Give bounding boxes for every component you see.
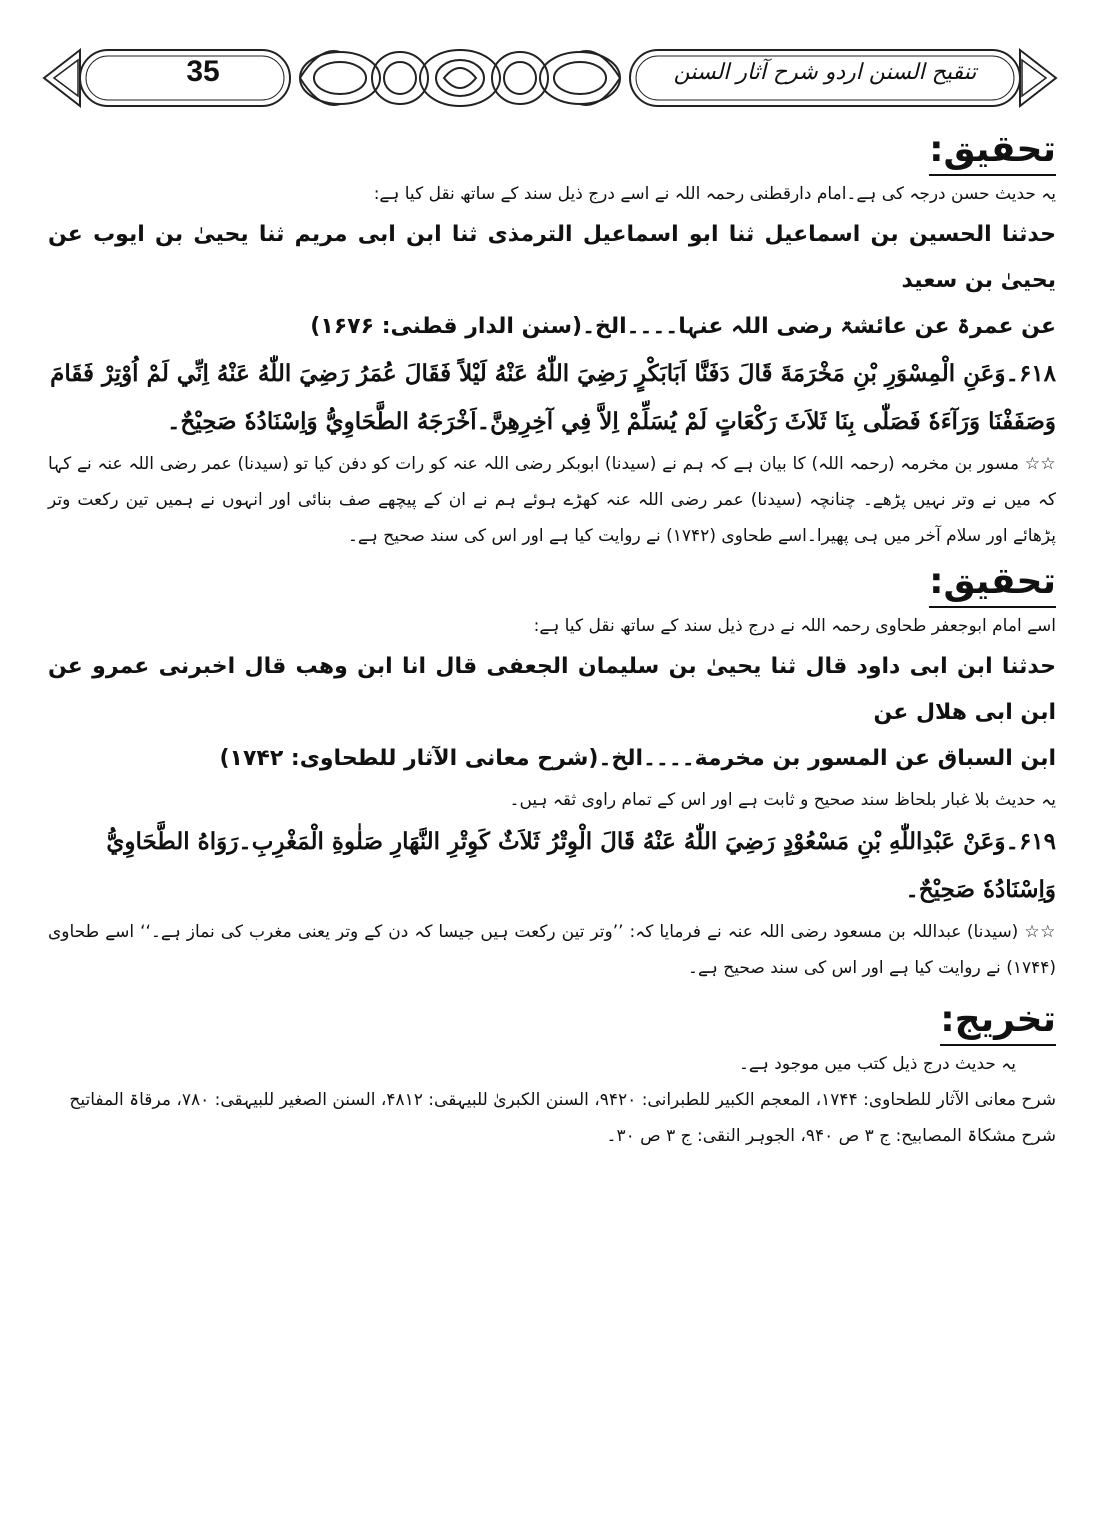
section-heading <box>929 128 1056 176</box>
hadith-618-text: ۶۱۸۔وَعَنِ الْمِسْوَرِ بْنِ مَخْرَمَةَ قَالَ دَفَنَّا اَبَابَكْرٍ رَضِيَ اللّٰهُ عَنْهُ لَيْلاً فَقَالَ عُمَرُ رَضِيَ اللّٰهُ عَنْهُ اِنِّي لَمْ اُوْتِرْ فَقَامَ <box>50 360 1056 387</box>
star-icon: ☆☆ <box>1024 922 1056 942</box>
section-heading-text: تحقیق: <box>929 129 1056 170</box>
section-heading-text: تحقیق: <box>929 561 1056 602</box>
hadith-619-text: ۶۱۹۔وَعَنْ عَبْدِاللّٰهِ بْنِ مَسْعُوْدٍ رَضِيَ اللّٰهُ عَنْهُ قَالَ الْوِتْرُ ثَلاَثٌ كَوِتْرِ النَّهَارِ صَلٰوةِ الْمَغْرِبِ۔رَوَاهُ الطَّحَاوِيُّ <box>106 828 1056 855</box>
section-tahqiq-2 <box>48 560 1056 608</box>
isnad-line: عن عمرۃ عن عائشۃ رضی اللہ عنہا۔۔۔۔الخ۔(سنن الدار قطنی: ۱۶۷۶) <box>310 314 1056 339</box>
hadith-618-translation <box>48 446 1056 554</box>
section-tahqiq-1 <box>48 128 1056 176</box>
page-content <box>48 128 1056 1154</box>
page-header <box>40 36 1060 116</box>
section-heading <box>940 998 1056 1046</box>
section-intro: یہ حدیث درج ذیل کتب میں موجود ہے۔ <box>738 1054 1016 1074</box>
isnad-line: حدثنا ابن ابی داود قال ثنا یحییٰ بن سلیمان الجعفی قال انا ابن وهب قال اخبرنی عمرو عن ابن ابی هلال عن <box>48 654 1056 725</box>
section-heading <box>929 560 1056 608</box>
isnad-line: حدثنا الحسین بن اسماعیل ثنا ابو اسماعیل الترمذی ثنا ابن ابی مریم ثنا یحییٰ بن ایوب عن یحییٰ بن سعید <box>48 222 1056 293</box>
section-takhrij <box>48 998 1056 1046</box>
translation-text: (سیدنا) عبداللہ بن مسعود رضی اللہ عنہ نے فرمایا کہ: ’’وتر تین رکعت ہیں جیسا کہ دن کے وتر یعنی مغرب کی نماز ہے۔‘‘ اسے طحاوی (۱۷۴۴) نے روایت کیا ہے اور اس کی سند صحیح ہے۔ <box>48 922 1056 978</box>
section-intro: یہ حدیث حسن درجہ کی ہے۔امام دارقطنی رحمہ اللہ نے اسے درج ذیل سند کے ساتھ نقل کیا ہے: <box>373 184 1056 204</box>
section-intro: اسے امام ابوجعفر طحاوی رحمہ اللہ نے درج ذیل سند کے ساتھ نقل کیا ہے: <box>533 616 1056 636</box>
references-line: شرح مشکاۃ المصابیح: ج ۳ ص ۹۴۰، الجوہر النقی: ج ۳ ص ۳۰۔ <box>606 1126 1056 1146</box>
section-heading-text: تخریج: <box>940 999 1056 1040</box>
running-title: تنقیح السنن اردو شرح آثار السنن <box>673 60 977 85</box>
isnad-line: ابن السباق عن المسور بن مخرمة۔۔۔۔الخ۔(شرح معانی الآثار للطحاوی: ۱۷۴۲) <box>219 746 1056 771</box>
hadith-619-translation <box>48 914 1056 986</box>
page-number: 35 <box>186 55 220 88</box>
translation-text: مسور بن مخرمہ (رحمہ اللہ) کا بیان ہے کہ ہم نے (سیدنا) ابوبکر رضی اللہ عنہ کو رات کو دفن کیا تو (سیدنا) عمر رضی اللہ عنہ نے کہا کہ میں نے وتر نہیں پڑھے۔ چنانچہ (سیدنا) عمر رضی اللہ عنہ کھڑے ہوئے ہم نے ان کے پیچھے صف بنائی اور انہوں نے ہمیں تین رکعت وتر پڑھائے اور سلام آخر میں ہی پھیرا۔اسے طحاوی (۱۷۴۲) نے روایت کیا ہے اور اس کی سند صحیح ہے۔ <box>48 454 1056 546</box>
references-line: شرح معانی الآثار للطحاوی: ۱۷۴۴، المعجم الکبیر للطبرانی: ۹۴۲۰، السنن الکبریٰ للبیہقی: ۴۸۱۲، السنن الصغیر للبیہقی: ۷۸۰، مرقاۃ المفاتیح <box>69 1090 1056 1110</box>
grading-note: یہ حدیث بلا غبار بلحاظ سند صحیح و ثابت ہے اور اس کے تمام راوی ثقہ ہیں۔ <box>509 790 1056 810</box>
star-icon: ☆☆ <box>1024 454 1056 474</box>
hadith-619-text: وَاِسْنَادُهٗ صَحِيْحٌ۔ <box>905 876 1056 903</box>
hadith-618-text: وَصَفَفْنَا وَرَآءَهٗ فَصَلّٰى بِنَا ثَلاَثَ رَكْعَاتٍ لَمْ يُسَلِّمْ اِلاَّ فِي آخِرِهِنَّ۔اَخْرَجَهُ الطَّحَاوِيُّ وَاِسْنَادُهٗ صَحِيْحٌ۔ <box>166 408 1056 435</box>
